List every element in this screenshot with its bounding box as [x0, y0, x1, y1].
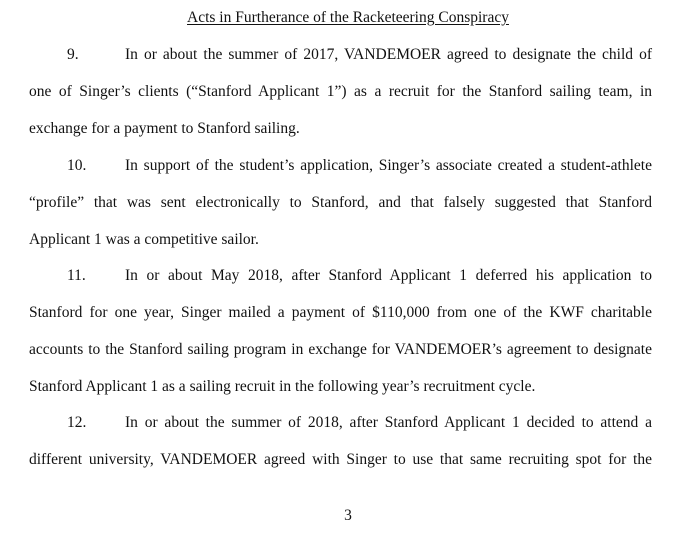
- paragraph-9-line-3: exchange for a payment to Stanford sailing.: [29, 120, 300, 137]
- paragraph-11-line-2: Stanford for one year, Singer mailed a payment of $110,000 from one of the KWF charitable: [29, 304, 652, 321]
- paragraph-number: 11.: [67, 267, 86, 284]
- section-heading: Acts in Furtherance of the Racketeering Conspiracy: [187, 9, 509, 26]
- paragraph-text: In or about the summer of 2017, VANDEMOER agreed to designate the child of: [125, 46, 652, 63]
- paragraph-12-line-2: different university, VANDEMOER agreed with Singer to use that same recruiting spot for the: [29, 451, 652, 468]
- paragraph-text: In or about May 2018, after Stanford Applicant 1 deferred his application to: [125, 267, 652, 284]
- paragraph-11-line-4: Stanford Applicant 1 as a sailing recruit in the following year’s recruitment cycle.: [29, 378, 536, 395]
- paragraph-text: In or about the summer of 2018, after Stanford Applicant 1 decided to attend a: [125, 414, 652, 431]
- paragraph-12-line-1: [67, 413, 652, 433]
- paragraph-9-line-2: one of Singer’s clients (“Stanford Applicant 1”) as a recruit for the Stanford sailing team, in: [29, 83, 652, 100]
- paragraph-11-line-1: [67, 266, 652, 286]
- paragraph-text: In support of the student’s application, Singer’s associate created a student-athlete: [125, 157, 652, 174]
- paragraph-10-line-3: Applicant 1 was a competitive sailor.: [29, 231, 259, 248]
- paragraph-11-line-3: accounts to the Stanford sailing program in exchange for VANDEMOER’s agreement to designate: [29, 341, 652, 358]
- paragraph-number: 12.: [67, 414, 87, 431]
- page-number: 3: [344, 507, 352, 524]
- paragraph-10-line-1: [67, 156, 652, 176]
- paragraph-number: 9.: [67, 46, 79, 63]
- paragraph-10-line-2: “profile” that was sent electronically to Stanford, and that falsely suggested that Stanford: [29, 194, 652, 211]
- paragraph-number: 10.: [67, 157, 87, 174]
- paragraph-9-line-1: [67, 45, 652, 65]
